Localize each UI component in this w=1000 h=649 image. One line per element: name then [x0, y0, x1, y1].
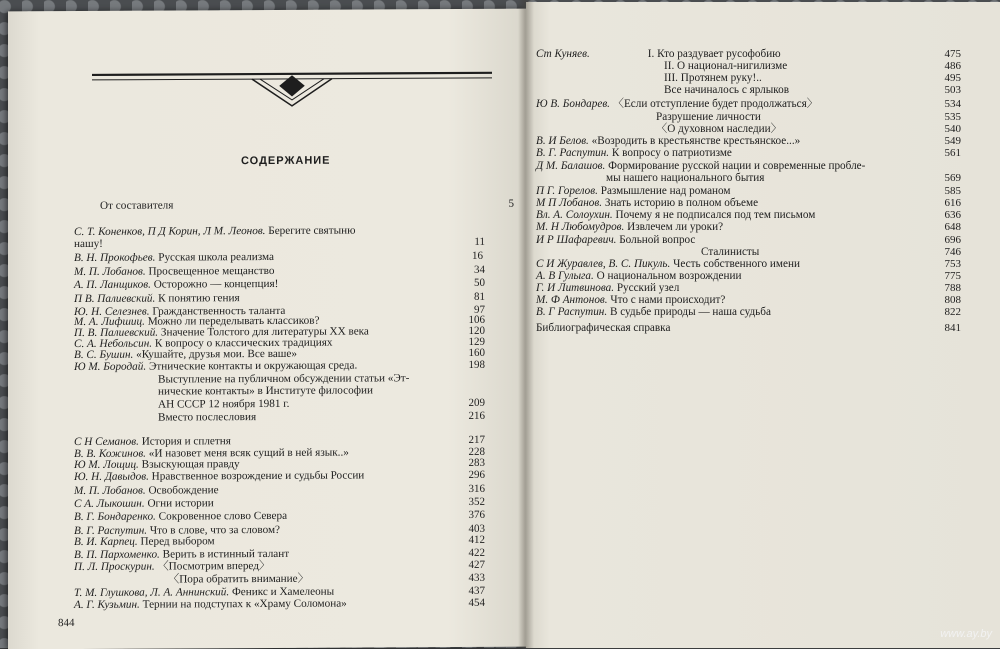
toc-page-number: 376 [468, 508, 485, 521]
toc-title: Можно ли переделывать классиков? [144, 314, 320, 328]
toc-author: С Н Семанов. [74, 435, 139, 449]
toc-page-number: 11 [474, 235, 485, 248]
toc-author: В. И Белов. [536, 135, 589, 147]
toc-title: Верить в истинный талант [159, 547, 290, 561]
toc-author: Ю. Н. Селезнев. [74, 305, 150, 319]
toc-title: Извлечем ли уроки? [624, 221, 724, 233]
toc-entry [536, 197, 758, 209]
toc-title: Огни истории [144, 497, 214, 510]
toc-page-number: 822 [944, 306, 961, 318]
toc-page-number: 753 [944, 258, 961, 270]
toc-page-number: 503 [944, 84, 961, 96]
toc-author: А. Г. Кузьмин. [74, 598, 140, 612]
toc-page-number: 808 [944, 294, 961, 306]
toc-title: нические контакты» в Институте философии [158, 384, 373, 398]
toc-title: 〈Пора обратить внимание〉 [168, 572, 309, 586]
toc-entry [74, 225, 355, 238]
toc-page-number: 841 [944, 322, 961, 334]
toc-entry [536, 282, 679, 294]
page-number: 844 [58, 617, 75, 630]
toc-title: I. Кто раздувает русофобию [647, 48, 781, 60]
toc-title: нашу! [74, 237, 103, 251]
toc-entry [536, 98, 818, 110]
toc-entry [74, 251, 274, 264]
toc-author: М. Н Любомудров. [536, 221, 625, 233]
toc-author: Ю М. Бородай. [74, 360, 147, 374]
toc-entry [74, 238, 103, 250]
toc-page-number: 352 [468, 495, 485, 508]
toc-author: В. С. Бушин. [74, 348, 134, 362]
toc-title: III. Протянем руку!.. [664, 72, 762, 84]
toc-title: 〈О духовном наследии〉 [656, 123, 782, 135]
toc-entry [74, 548, 289, 561]
toc-title: Библиографическая справка [536, 322, 671, 334]
toc-title: Разрушение личности [656, 111, 761, 123]
toc-page-number: 746 [944, 246, 961, 258]
toc-entry [74, 598, 347, 611]
toc-title: «Возродить в крестьянстве крестьянское...» [588, 135, 801, 147]
ornament-divider-icon [92, 65, 492, 111]
toc-title: Этнические контакты и окружающая среда. [146, 359, 358, 373]
toc-title: К понятию гения [155, 292, 240, 305]
toc-entry [74, 510, 287, 523]
toc-entry [536, 135, 800, 147]
toc-title: Больной вопрос [616, 234, 696, 246]
toc-page-number: 296 [468, 468, 485, 481]
toc-author: С А. Лыкошин. [74, 497, 145, 511]
toc-author: П Г. Горелов. [536, 185, 598, 197]
toc-entry [100, 199, 173, 211]
toc-title: Феникс и Хамелеоны [229, 585, 335, 599]
toc-title: Нравственное возрождение и судьбы России [148, 469, 365, 483]
toc-title: К вопросу о патриотизме [609, 147, 732, 159]
toc-page-number: 561 [944, 147, 961, 159]
toc-author: В. Н. Прокофьев. [74, 251, 156, 265]
toc-title: Выступление на публичном обсуждении статьи «Эт- [158, 372, 410, 386]
toc-entry [158, 398, 289, 411]
toc-entry [168, 573, 309, 586]
toc-page-number: 97 [474, 303, 485, 316]
toc-title: Освобождение [145, 484, 219, 497]
toc-title: АН СССР 12 ноября 1981 г. [158, 397, 290, 411]
toc-title: мы нашего национального бытия [606, 172, 765, 184]
toc-author: П. Л. Проскурин. [74, 560, 155, 574]
toc-title: Тернии на подступах к «Храму Соломона» [139, 597, 347, 611]
toc-entry [74, 458, 240, 471]
book-gutter [518, 0, 534, 648]
toc-entry [536, 185, 731, 197]
toc-title: Русская школа реализма [155, 250, 274, 264]
toc-page-number: 34 [474, 263, 485, 276]
toc-title: Берегите святыню [265, 224, 356, 238]
toc-title: Все начиналось с ярлыков [664, 84, 790, 96]
toc-author: В. Г. Распутин. [536, 147, 610, 159]
toc-author: Ст Куняев. [536, 48, 590, 60]
toc-page-number: 775 [944, 270, 961, 282]
toc-page-number: 535 [944, 111, 961, 123]
toc-page-number: 50 [474, 276, 485, 289]
toc-entry [664, 60, 787, 72]
toc-author: М. П. Лобанов. [74, 265, 146, 279]
toc-author: Т. М. Глушкова, Л. А. Аннинский. [74, 586, 230, 600]
toc-title: Взыскующая правду [138, 458, 240, 471]
toc-entry [656, 123, 782, 135]
page-title: СОДЕРЖАНИЕ [241, 154, 331, 168]
toc-page-number: 585 [944, 185, 961, 197]
toc-page-number: 437 [468, 584, 485, 597]
toc-page-number: 5 [508, 197, 514, 210]
toc-page-number: 569 [944, 172, 961, 184]
toc-page-number: 427 [468, 558, 485, 571]
toc-author: А. П. Ланщиков. [74, 278, 151, 292]
toc-author: М. Ф Антонов. [536, 294, 608, 306]
toc-title: II. О национал-нигилизме [664, 60, 788, 72]
toc-title: «И назовет меня всяк сущий в ней язык..» [145, 446, 349, 460]
toc-entry [536, 294, 725, 306]
toc-title: Русский узел [614, 282, 680, 294]
toc-page-number: 228 [468, 445, 485, 458]
toc-author: Вл. А. Солоухин. [536, 209, 613, 221]
toc-page-number: 475 [944, 48, 961, 60]
toc-entry [158, 384, 373, 397]
toc-title: В судьбе природы — наша судьба [607, 306, 771, 318]
toc-page-number: 412 [468, 533, 485, 546]
toc-entry [536, 234, 695, 246]
toc-title: Сокровенное слово Севера [155, 509, 288, 523]
toc-page-number: 495 [944, 72, 961, 84]
toc-entry [74, 265, 274, 278]
toc-page-number: 549 [944, 135, 961, 147]
toc-entry [536, 221, 723, 233]
toc-author: Д М. Балашов. [536, 160, 606, 172]
toc-author: М. А. Лифшиц. [74, 315, 145, 329]
toc-title: 〈Если отступление будет продолжаться〉 [609, 98, 818, 110]
toc-page-number: 209 [468, 396, 485, 409]
right-page [526, 2, 1000, 648]
toc-author: С И Журавлев, В. С. Пикуль. [536, 258, 671, 270]
left-page [8, 9, 526, 649]
toc-entry [536, 258, 800, 270]
toc-title: Значение Толстого для литературы XX века [158, 325, 369, 339]
toc-page-number: 120 [468, 324, 485, 337]
toc-entry [536, 306, 771, 318]
toc-page-number: 217 [468, 433, 485, 446]
toc-page-number: 616 [944, 197, 961, 209]
toc-author: В. И. Карпец. [74, 535, 138, 549]
toc-page-number: 648 [944, 221, 961, 233]
toc-title: Знать историю в полном объеме [602, 197, 759, 209]
toc-title: История и сплетня [138, 435, 231, 448]
toc-entry [74, 560, 270, 573]
toc-title: Почему я не подписался под тем письмом [612, 209, 816, 221]
toc-title: Что с нами происходит? [607, 294, 726, 306]
toc-entry [536, 160, 865, 172]
toc-entry [536, 270, 741, 282]
toc-entry [74, 535, 215, 548]
toc-entry [536, 209, 815, 221]
toc-author: Ю М. Лощиц. [74, 458, 139, 472]
toc-entry [74, 278, 278, 291]
toc-entry [606, 172, 764, 184]
toc-page-number: 160 [468, 346, 485, 359]
watermark: www.ay.by [940, 628, 992, 640]
toc-title: Перед выбором [137, 535, 215, 548]
toc-author: А. В Гулыга. [536, 270, 594, 282]
toc-page-number: 16 [472, 249, 483, 262]
toc-author: И Р Шафаревич. [536, 234, 617, 246]
toc-title: Сталинисты [701, 246, 760, 258]
toc-entry [536, 147, 732, 159]
toc-author: М П Лобанов. [536, 197, 603, 209]
toc-author: В. П. Пархоменко. [74, 548, 160, 562]
toc-author: П В. Палиевский. [74, 292, 156, 306]
toc-page-number: 486 [944, 60, 961, 72]
toc-page-number: 636 [944, 209, 961, 221]
toc-author: В. Г. Бондаренко. [74, 510, 156, 524]
toc-title: Честь собственного имени [670, 258, 800, 270]
toc-author: Ю В. Бондарев. [536, 98, 610, 110]
toc-author: В. Г Распутин. [536, 306, 608, 318]
toc-title: Гражданственность таланта [149, 304, 286, 318]
toc-author: Ю. Н. Давыдов. [74, 470, 149, 484]
toc-page-number: 534 [944, 98, 961, 110]
toc-entry [536, 48, 781, 60]
toc-author: М. П. Лобанов. [74, 484, 146, 498]
toc-title: К вопросу о классических традициях [152, 336, 333, 350]
toc-page-number: 216 [468, 409, 485, 422]
toc-author: П. В. Палиевский. [74, 326, 159, 340]
toc-entry [158, 411, 256, 424]
toc-page-number: 433 [468, 571, 485, 584]
toc-title: Размышление над романом [597, 185, 731, 197]
toc-title: 〈Посмотрим вперед〉 [154, 559, 271, 573]
toc-title: Осторожно — концепция! [150, 277, 279, 291]
toc-entry [74, 360, 357, 373]
toc-author: Г. И Литвинова. [536, 282, 615, 294]
toc-title: Что в слове, что за словом? [147, 523, 281, 537]
toc-page-number: 81 [474, 290, 485, 303]
toc-page-number: 788 [944, 282, 961, 294]
toc-title: О национальном возрождении [593, 270, 742, 282]
toc-entry [74, 484, 219, 497]
toc-page-number: 454 [468, 596, 485, 609]
toc-title: Формирование русской нации и современные пробле- [605, 160, 866, 172]
toc-title: Просвещенное мещанство [145, 264, 275, 278]
toc-entry [74, 469, 364, 483]
toc-page-number: 198 [468, 358, 485, 371]
toc-page-number: 316 [468, 482, 485, 495]
toc-author: В. Г. Распутин. [74, 524, 148, 538]
toc-entry [74, 497, 214, 510]
toc-page-number: 422 [468, 546, 485, 559]
toc-entry [701, 246, 759, 258]
toc-title: Вместо послесловия [158, 411, 257, 424]
toc-title: От составителя [100, 199, 174, 212]
toc-page-number: 283 [468, 456, 485, 469]
toc-page-number: 540 [944, 123, 961, 135]
toc-page-number: 106 [468, 313, 485, 326]
toc-title: «Кушайте, друзья мои. Все ваше» [133, 347, 297, 361]
toc-author: С. Т. Коненков, П Д Корин, Л М. Леонов. [74, 225, 266, 239]
toc-page-number: 403 [468, 522, 485, 535]
toc-author: С. А. Небольсин. [74, 337, 153, 351]
toc-page-number: 129 [468, 335, 485, 348]
toc-entry [74, 435, 231, 448]
toc-page-number: 696 [944, 234, 961, 246]
toc-entry [656, 111, 761, 123]
toc-entry [664, 84, 789, 96]
toc-entry [536, 322, 670, 334]
toc-author: В. В. Кожинов. [74, 447, 146, 461]
toc-entry [664, 72, 762, 84]
toc-entry [74, 292, 240, 305]
